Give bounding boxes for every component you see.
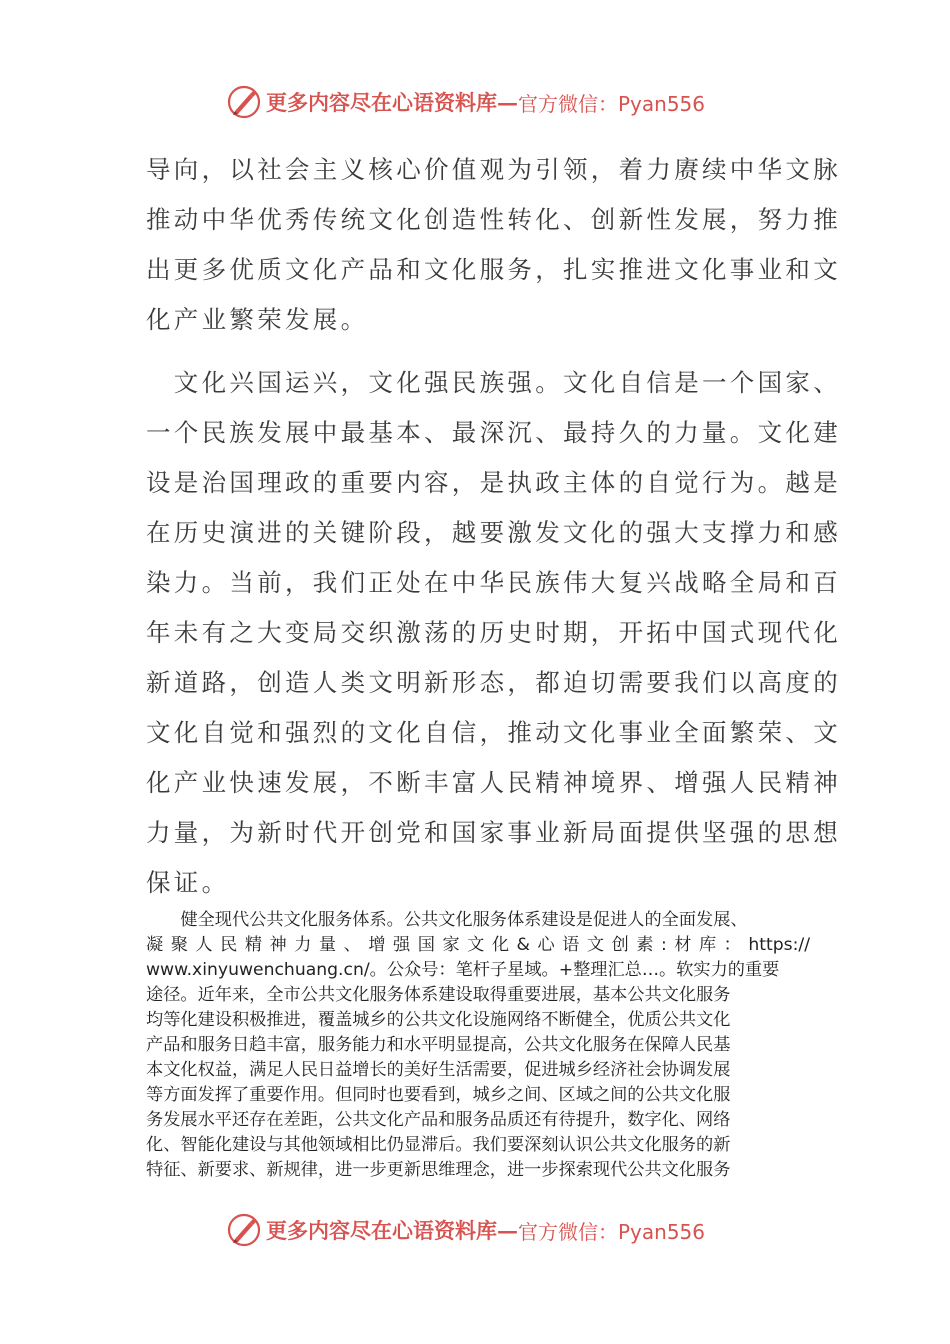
- spread-char: 精: [244, 935, 263, 955]
- spread-char: https://: [748, 935, 810, 955]
- paragraph-line: 健全现代公共文化服务体系。公共文化服务体系建设是促进人的全面发展、: [146, 910, 748, 930]
- paragraph-line: 导向，以社会主义核心价值观为引领，着力赓续中华文脉: [146, 155, 841, 184]
- spread-char: 凝: [146, 935, 164, 955]
- footer-banner: [226, 1210, 746, 1250]
- spread-char: 创: [611, 935, 629, 955]
- banner-wechat-text: 官方微信：Pyan556: [518, 1219, 706, 1244]
- spread-char: 民: [220, 935, 238, 955]
- spread-char: ：: [723, 935, 741, 955]
- paragraph-line-spread: [146, 933, 810, 958]
- spread-char: :: [660, 935, 667, 955]
- spread-char: 、: [343, 935, 361, 955]
- paragraph-line: 务发展水平还存在差距，公共文化产品和服务品质还有待提升，数字化、网络: [146, 1110, 731, 1130]
- paragraph-line: 力量，为新时代开创党和国家事业新局面提供坚强的思想: [146, 818, 841, 847]
- paragraph-line: 推动中华优秀传统文化创造性转化、创新性发展，努力推: [146, 205, 841, 234]
- paragraph-line: 出更多优质文化产品和文化服务，扎实推进文化事业和文: [146, 255, 841, 284]
- spread-char: 量: [318, 935, 337, 955]
- spread-char: 力: [294, 935, 312, 955]
- spread-char: 语: [562, 935, 580, 955]
- paragraph-1: [146, 145, 841, 345]
- spread-char: 文: [467, 935, 485, 955]
- spread-char: 心: [537, 935, 555, 955]
- spread-char: 素: [636, 935, 654, 955]
- paragraph-line: 文化自觉和强烈的文化自信，推动文化事业全面繁荣、文: [146, 718, 841, 747]
- paragraph-line: 新道路，创造人类文明新形态，都迫切需要我们以高度的: [146, 668, 841, 697]
- paragraph-line: 化、智能化建设与其他领域相比仍显滞后。我们要深刻认识公共文化服务的新: [146, 1135, 731, 1155]
- banner-wechat-text: 官方微信：Pyan556: [518, 91, 706, 116]
- paragraph-line: 特征、新要求、新规律，进一步更新思维理念，进一步探索现代公共文化服务: [146, 1160, 731, 1180]
- spread-char: 化: [491, 935, 510, 955]
- paragraph-2: [146, 358, 841, 908]
- spread-char: 国: [417, 935, 435, 955]
- paragraph-line: 年未有之大变局交织激荡的历史时期，开拓中国式现代化: [146, 618, 841, 647]
- paragraph-line: 一个民族发展中最基本、最深沉、最持久的力量。文化建: [146, 418, 841, 447]
- spread-char: 神: [269, 935, 287, 955]
- paragraph-line: 染力。当前，我们正处在中华民族伟大复兴战略全局和百: [146, 568, 841, 597]
- paragraph-line: 产品和服务日趋丰富，服务能力和水平明显提高，公共文化服务在保障人民基: [146, 1035, 731, 1055]
- spread-char: 增: [368, 935, 386, 955]
- spread-char: 文: [586, 935, 605, 955]
- paragraph-line: www.xinyuwenchuang.cn/。公众号：笔杆子星域。+整理汇总…。软实力的重要: [146, 960, 780, 980]
- header-banner: [226, 82, 746, 122]
- spread-char: &: [516, 935, 530, 955]
- spread-char: 家: [442, 935, 460, 955]
- pen-circle-logo-icon: [226, 84, 262, 120]
- pen-circle-logo-icon: [226, 1212, 262, 1248]
- spread-char: 聚: [170, 935, 188, 955]
- paragraph-line: 在历史演进的关键阶段，越要激发文化的强大支撑力和感: [146, 518, 841, 547]
- paragraph-line: 设是治国理政的重要内容，是执政主体的自觉行为。越是: [146, 468, 841, 497]
- banner-main-text: 更多内容尽在心语资料库—: [266, 90, 518, 115]
- spread-char: 库: [698, 935, 717, 955]
- spread-char: 强: [393, 935, 411, 955]
- paragraph-3: [146, 908, 810, 1183]
- paragraph-line: 等方面发挥了重要作用。但同时也要看到，城乡之间、区域之间的公共文化服: [146, 1085, 731, 1105]
- banner-main-text: 更多内容尽在心语资料库—: [266, 1218, 518, 1243]
- spread-char: 材: [674, 935, 692, 955]
- paragraph-line: 本文化权益，满足人民日益增长的美好生活需要，促进城乡经济社会协调发展: [146, 1060, 731, 1080]
- paragraph-line: 化产业快速发展，不断丰富人民精神境界、增强人民精神: [146, 768, 841, 797]
- paragraph-line: 化产业繁荣发展。: [146, 305, 369, 334]
- paragraph-line: 文化兴国运兴，文化强民族强。文化自信是一个国家、: [146, 368, 841, 397]
- spread-char: 人: [195, 935, 213, 955]
- paragraph-line: 保证。: [146, 868, 230, 897]
- paragraph-line: 途径。近年来，全市公共文化服务体系建设取得重要进展，基本公共文化服务: [146, 985, 731, 1005]
- paragraph-line: 均等化建设积极推进，覆盖城乡的公共文化设施网络不断健全，优质公共文化: [146, 1010, 731, 1030]
